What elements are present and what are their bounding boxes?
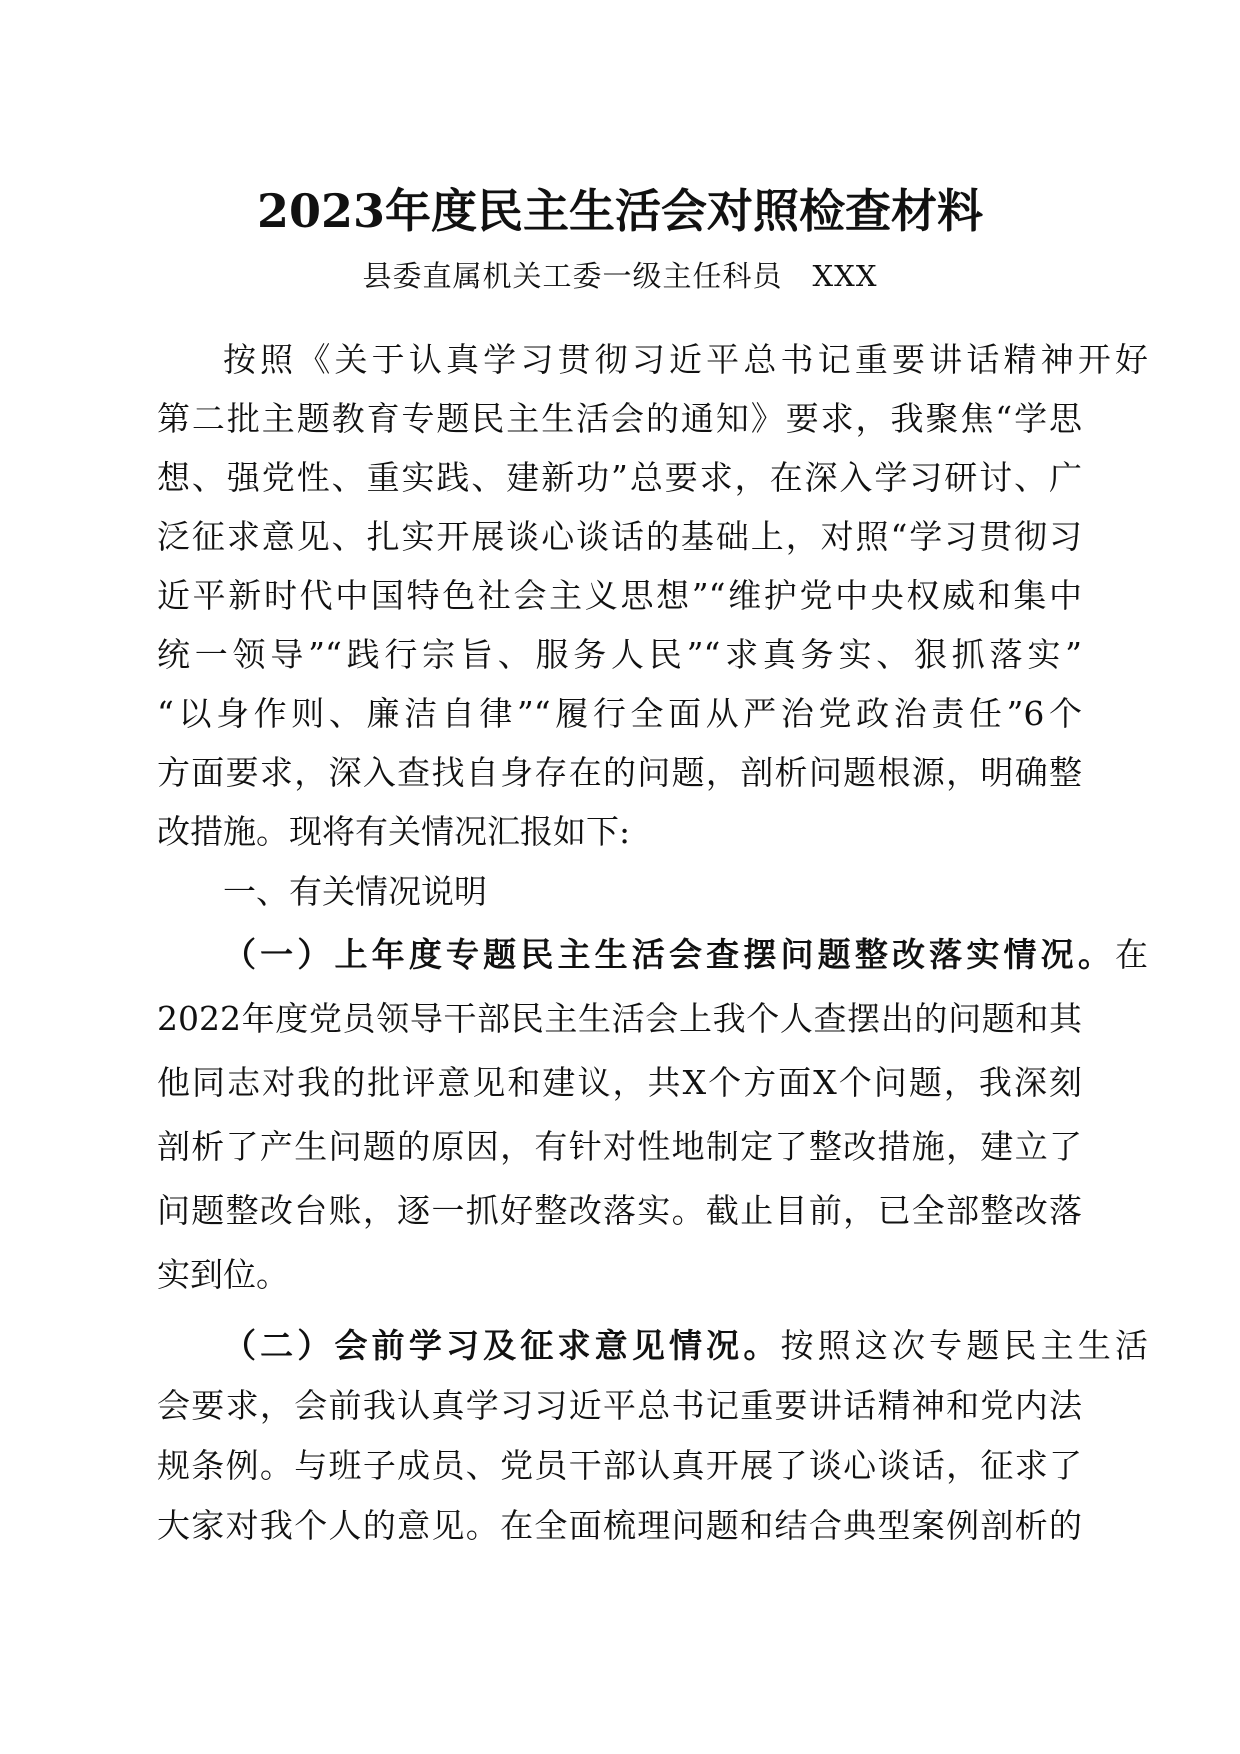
- lead-text: 按照这次专题民主生活: [780, 1326, 1148, 1365]
- lead-text: 在: [1115, 935, 1148, 974]
- subsection-heading: （一）上年度专题民主生活会查摆问题整改落实情况。: [223, 935, 1115, 974]
- paragraph-line: 改措施。现将有关情况汇报如下:: [157, 812, 631, 851]
- paragraph-line: 实到位。: [157, 1255, 289, 1294]
- subsection-lead: [157, 1316, 1148, 1376]
- paragraph-line: 剖析了产生问题的原因，有针对性地制定了整改措施，建立了: [157, 1127, 1082, 1166]
- paragraph-line: 规条例。与班子成员、党员干部认真开展了谈心谈话，征求了: [157, 1446, 1082, 1485]
- section-heading: 一、有关情况说明: [223, 872, 487, 911]
- author-line: 县委直属机关工委一级主任科员 XXX: [362, 259, 878, 293]
- paragraph-line: 会要求，会前我认真学习习近平总书记重要讲话精神和党内法: [157, 1386, 1082, 1425]
- paragraph-line: 统一领导”“践行宗旨、服务人民”“求真务实、狠抓落实”: [157, 635, 1082, 674]
- paragraph-line: 按照《关于认真学习贯彻习近平总书记重要讲话精神开好: [223, 340, 1148, 379]
- document-title: 2023年度民主生活会对照检查材料: [256, 184, 984, 238]
- paragraph-line: 问题整改台账，逐一抓好整改落实。截止目前，已全部整改落: [157, 1191, 1082, 1230]
- paragraph-line: 想、强党性、重实践、建新功”总要求，在深入学习研讨、广: [157, 458, 1082, 497]
- paragraph-line: 大家对我个人的意见。在全面梳理问题和结合典型案例剖析的: [157, 1506, 1082, 1545]
- paragraph-line: 泛征求意见、扎实开展谈心谈话的基础上，对照“学习贯彻习: [157, 517, 1082, 556]
- paragraph-line: 第二批主题教育专题民主生活会的通知》要求，我聚焦“学思: [157, 399, 1082, 438]
- paragraph-line: 他同志对我的批评意见和建议，共X个方面X个问题，我深刻: [157, 1063, 1082, 1102]
- paragraph-line: 方面要求，深入查找自身存在的问题，剖析问题根源，明确整: [157, 753, 1082, 792]
- paragraph-line: 2022年度党员领导干部民主生活会上我个人查摆出的问题和其: [157, 999, 1082, 1038]
- subsection-lead: [157, 925, 1148, 985]
- subsection-heading: （二）会前学习及征求意见情况。: [223, 1326, 781, 1365]
- paragraph-line: “以身作则、廉洁自律”“履行全面从严治党政治责任”6个: [157, 694, 1082, 733]
- paragraph-line: 近平新时代中国特色社会主义思想”“维护党中央权威和集中: [157, 576, 1082, 615]
